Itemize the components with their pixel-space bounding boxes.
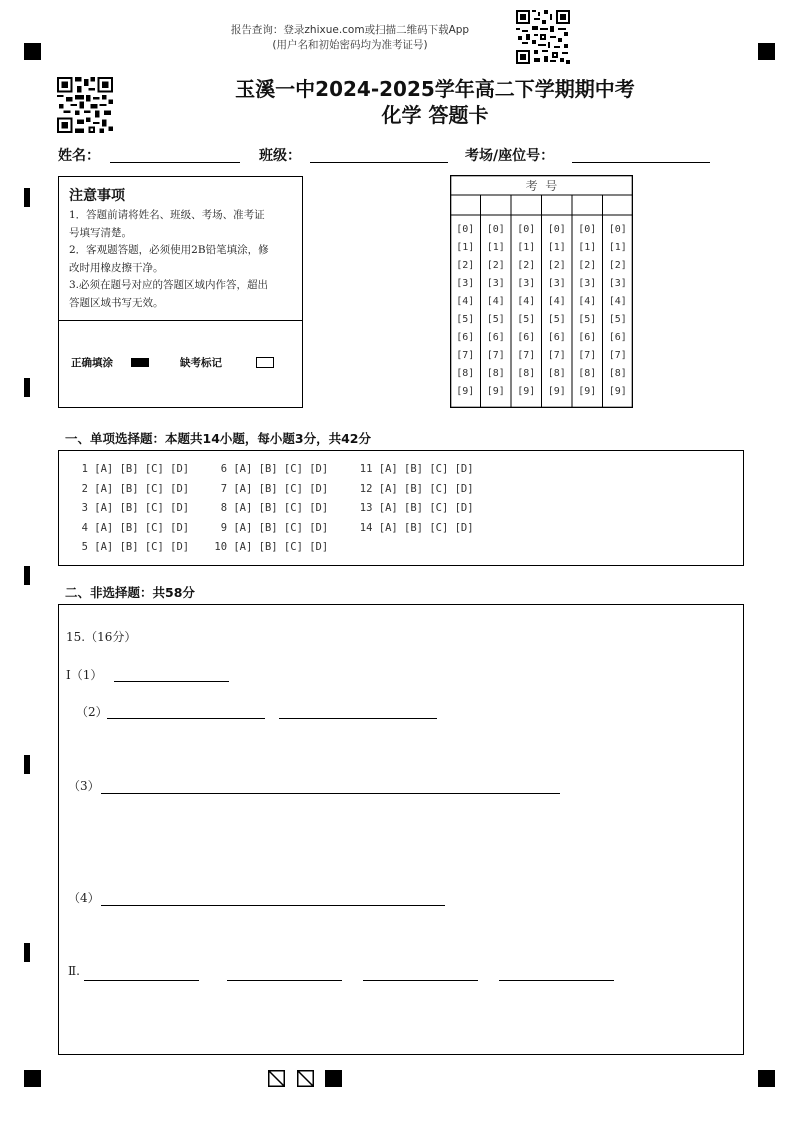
correct-fill-label: 正确填涂	[71, 357, 113, 369]
answer-line[interactable]	[499, 980, 614, 981]
exam-title: 玉溪一中2024-2025学年高二下学期期中考	[235, 77, 635, 101]
exam-digit-bubble[interactable]: [6]	[456, 332, 475, 343]
exam-digit-bubble[interactable]: [6]	[517, 332, 536, 343]
exam-digit-bubble[interactable]: [2]	[486, 260, 505, 271]
mc-row[interactable]: 4 [A] [B] [C] [D] 9 [A] [B] [C] [D] 14 [A] [B] [C] [D]	[69, 521, 474, 534]
notice-list	[69, 207, 297, 312]
correct-fill-sample	[131, 358, 149, 367]
exam-digit-bubble[interactable]: [9]	[456, 386, 475, 397]
exam-digit-bubble[interactable]: [8]	[547, 368, 566, 379]
page-title	[180, 76, 690, 128]
exam-digit-bubble[interactable]: [8]	[517, 368, 536, 379]
exam-digit-bubble[interactable]: [5]	[456, 314, 475, 325]
answer-line[interactable]	[84, 980, 199, 981]
qr-code-icon[interactable]	[516, 10, 570, 64]
report-query-line: 报告查询：登录zhixue.com或扫描二维码下载App	[230, 24, 470, 36]
exam-digit-bubble[interactable]: [6]	[578, 332, 597, 343]
subject-title: 化学 答题卡	[381, 103, 489, 127]
exam-digit-bubble[interactable]: [1]	[608, 242, 627, 253]
exam-digit-bubble[interactable]: [6]	[486, 332, 505, 343]
corner-mark-top-left	[24, 43, 41, 60]
exam-digit-bubble[interactable]: [3]	[486, 278, 505, 289]
notice-title: 注意事项	[69, 188, 125, 204]
exam-digit-bubble[interactable]: [0]	[486, 224, 505, 235]
notice-line: 改时用橡皮擦干净。	[69, 261, 164, 274]
corner-mark-bottom-left	[24, 1070, 41, 1087]
exam-digit-bubble[interactable]: [9]	[608, 386, 627, 397]
answer-line[interactable]	[114, 681, 229, 682]
exam-digit-bubble[interactable]: [1]	[547, 242, 566, 253]
exam-digit-bubble[interactable]: [8]	[578, 368, 597, 379]
exam-number-column	[542, 221, 573, 401]
timing-mark	[24, 943, 30, 962]
exam-digit-bubble[interactable]: [5]	[608, 314, 627, 325]
section2-title: 二、非选择题：共58分	[65, 585, 195, 600]
mc-row[interactable]: 1 [A] [B] [C] [D] 6 [A] [B] [C] [D] 11 [A] [B] [C] [D]	[69, 463, 474, 475]
exam-digit-bubble[interactable]: [7]	[608, 350, 627, 361]
answer-line[interactable]	[279, 718, 437, 719]
mc-row[interactable]: 3 [A] [B] [C] [D] 8 [A] [B] [C] [D] 13 [A] [B] [C] [D]	[69, 502, 474, 514]
sub3-label: （3）	[68, 779, 100, 793]
exam-digit-bubble[interactable]: [7]	[517, 350, 536, 361]
exam-digit-bubble[interactable]: [3]	[578, 278, 597, 289]
exam-digit-bubble[interactable]: [1]	[578, 242, 597, 253]
exam-digit-bubble[interactable]: [0]	[456, 224, 475, 235]
notice-divider	[59, 320, 302, 321]
absent-mark-label: 缺考标记	[180, 357, 222, 369]
seat-field[interactable]	[572, 162, 710, 163]
bottom-slash-box-icon	[297, 1070, 314, 1087]
qr-code-icon[interactable]	[57, 77, 113, 133]
exam-digit-bubble[interactable]: [3]	[608, 278, 627, 289]
class-field[interactable]	[310, 162, 448, 163]
answer-line[interactable]	[363, 980, 478, 981]
exam-digit-bubble[interactable]: [2]	[547, 260, 566, 271]
exam-digit-bubble[interactable]: [9]	[517, 386, 536, 397]
exam-digit-bubble[interactable]: [3]	[456, 278, 475, 289]
exam-digit-bubble[interactable]: [0]	[608, 224, 627, 235]
exam-digit-bubble[interactable]: [8]	[456, 368, 475, 379]
seat-label: 考场/座位号：	[465, 148, 555, 164]
answer-line[interactable]	[101, 905, 445, 906]
exam-digit-bubble[interactable]: [8]	[608, 368, 627, 379]
exam-number-column	[481, 221, 512, 401]
notice-line: 号填写清楚。	[69, 226, 132, 239]
exam-digit-bubble[interactable]: [4]	[456, 296, 475, 307]
exam-digit-bubble[interactable]: [4]	[517, 296, 536, 307]
exam-number-column	[450, 221, 481, 401]
exam-digit-bubble[interactable]: [1]	[486, 242, 505, 253]
exam-digit-bubble[interactable]: [9]	[578, 386, 597, 397]
exam-number-title: 考 号	[525, 179, 558, 193]
timing-mark	[24, 378, 30, 397]
mc-answer-box	[58, 450, 744, 566]
exam-digit-bubble[interactable]: [5]	[578, 314, 597, 325]
absent-mark-checkbox[interactable]	[256, 357, 274, 368]
name-field[interactable]	[110, 162, 240, 163]
exam-digit-bubble[interactable]: [7]	[578, 350, 597, 361]
class-label: 班级：	[259, 148, 301, 164]
sub4-label: （4）	[68, 891, 100, 905]
exam-digit-bubble[interactable]: [4]	[578, 296, 597, 307]
exam-digit-bubble[interactable]: [9]	[486, 386, 505, 397]
exam-number-grid	[450, 175, 633, 408]
part2-label: Ⅱ.	[68, 964, 80, 978]
exam-digit-bubble[interactable]: [0]	[578, 224, 597, 235]
exam-digit-bubble[interactable]: [6]	[608, 332, 627, 343]
exam-number-column	[603, 221, 634, 401]
corner-mark-bottom-right	[758, 1070, 775, 1087]
exam-digit-bubble[interactable]: [2]	[517, 260, 536, 271]
notice-line: 2．客观题答题，必须使用2B铅笔填涂，修	[69, 244, 269, 256]
bottom-slash-box-icon	[268, 1070, 285, 1087]
timing-mark	[24, 755, 30, 774]
notice-line: 3.必须在题号对应的答题区域内作答，超出	[69, 279, 269, 291]
section1-title: 一、单项选择题：本题共14小题，每小题3分，共42分	[65, 431, 371, 446]
free-response-box	[58, 604, 744, 1055]
exam-digit-bubble[interactable]: [1]	[456, 242, 475, 253]
exam-digit-bubble[interactable]: [6]	[547, 332, 566, 343]
bottom-solid-mark	[325, 1070, 342, 1087]
exam-digit-bubble[interactable]: [5]	[486, 314, 505, 325]
q15-header: 15.（16分）	[66, 630, 137, 644]
exam-digit-bubble[interactable]: [0]	[547, 224, 566, 235]
exam-digit-bubble[interactable]: [4]	[608, 296, 627, 307]
exam-number-column	[511, 221, 542, 401]
answer-line[interactable]	[107, 718, 265, 719]
exam-digit-bubble[interactable]: [8]	[486, 368, 505, 379]
exam-digit-bubble[interactable]: [2]	[608, 260, 627, 271]
answer-line[interactable]	[227, 980, 342, 981]
exam-digit-bubble[interactable]: [7]	[456, 350, 475, 361]
exam-digit-bubble[interactable]: [5]	[547, 314, 566, 325]
exam-digit-bubble[interactable]: [3]	[517, 278, 536, 289]
part1-sub1-label: Ⅰ（1）	[66, 668, 103, 682]
mc-row[interactable]: 5 [A] [B] [C] [D] 10 [A] [B] [C] [D]	[69, 541, 329, 553]
notice-box	[58, 176, 303, 408]
exam-digit-bubble[interactable]: [3]	[547, 278, 566, 289]
answer-line[interactable]	[101, 793, 560, 794]
notice-line: 1．答题前请将姓名、班级、考场、准考证	[69, 209, 265, 221]
exam-digit-bubble[interactable]: [0]	[517, 224, 536, 235]
exam-digit-bubble[interactable]: [9]	[547, 386, 566, 397]
notice-line: 答题区域书写无效。	[69, 296, 164, 309]
name-label: 姓名：	[58, 148, 100, 164]
exam-digit-bubble[interactable]: [5]	[517, 314, 536, 325]
timing-mark	[24, 566, 30, 585]
report-password-line: (用户名和初始密码均为准考证号)	[272, 39, 428, 51]
exam-digit-bubble[interactable]: [7]	[547, 350, 566, 361]
exam-digit-bubble[interactable]: [2]	[578, 260, 597, 271]
mc-row[interactable]: 2 [A] [B] [C] [D] 7 [A] [B] [C] [D] 12 [A] [B] [C] [D]	[69, 482, 474, 495]
exam-digit-bubble[interactable]: [2]	[456, 260, 475, 271]
exam-number-column	[572, 221, 603, 401]
exam-digit-bubble[interactable]: [4]	[486, 296, 505, 307]
timing-mark	[24, 188, 30, 207]
exam-digit-bubble[interactable]: [4]	[547, 296, 566, 307]
corner-mark-top-right	[758, 43, 775, 60]
sub2-label: （2）	[76, 705, 108, 719]
exam-digit-bubble[interactable]: [7]	[486, 350, 505, 361]
report-query-note	[200, 23, 500, 53]
exam-digit-bubble[interactable]: [1]	[517, 242, 536, 253]
